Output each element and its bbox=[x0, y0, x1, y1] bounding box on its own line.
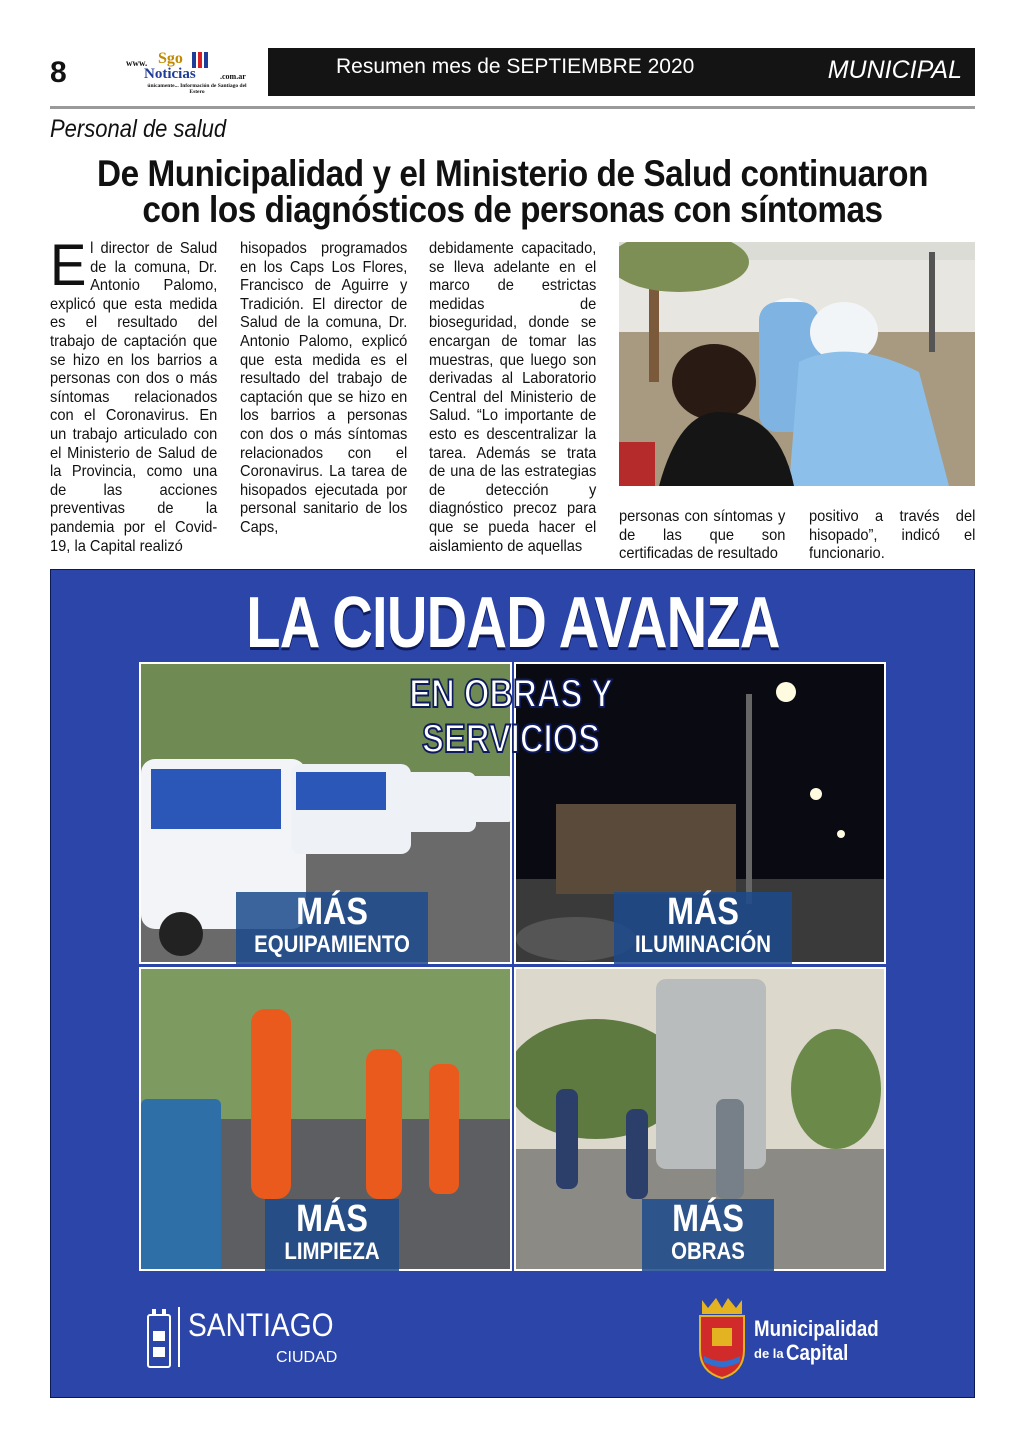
municipalidad-capital-brand[interactable] bbox=[696, 1296, 906, 1380]
brand-capital: Capital bbox=[786, 1340, 849, 1365]
label-equipamiento-small: EQUIPAMIENTO bbox=[254, 931, 410, 958]
headline-line-2: con los diagnósticos de personas con síntomas bbox=[142, 189, 883, 230]
ad-title-text: LA CIUDAD AVANZA bbox=[245, 583, 780, 663]
label-iluminacion bbox=[614, 892, 792, 964]
logo-www: www. bbox=[126, 58, 148, 68]
label-limpieza bbox=[265, 1199, 399, 1271]
article-column-4: personas con síntomas y de las que son certificadas de resultado bbox=[619, 508, 786, 563]
headline-line-1: De Municipalidad y el Ministerio de Salud continuaron bbox=[97, 153, 928, 194]
article-headline bbox=[50, 153, 975, 230]
ad-subtitle-text: EN OBRAS Y SERVICIOS bbox=[409, 672, 613, 761]
article-column-2: hisopados programados en los Caps Los Flores, Francisco de Aguirre y Tradición. El director de Salud de la comuna, Dr. Antonio Palomo, explicó que esta medida es el resultado del trabajo de captación que se hizo en los barrios a personas con dos o más síntomas relacionados con el Coronavirus. La tarea de hisopados ejecutada por personal sanitario de los Caps, bbox=[240, 240, 408, 536]
label-obras-small: OBRAS bbox=[671, 1238, 745, 1265]
ad-subtitle bbox=[296, 672, 726, 761]
ad-title bbox=[50, 582, 975, 664]
brand-santiago: SANTIAGO bbox=[188, 1307, 334, 1343]
article-column-1 bbox=[50, 233, 218, 556]
santiago-ciudad-brand[interactable] bbox=[146, 1305, 346, 1375]
article-dropcap: E bbox=[50, 233, 87, 298]
brand-de-la: de la bbox=[754, 1346, 784, 1361]
column-1-text: l director de Salud de la comuna, Dr. Antonio Palomo, explicó que esta medida es el resultado del trabajo de captación que se hizo en los barrios a personas con dos o más síntomas relacionados con el Coronavirus. En un trabajo articulado con el Ministerio de Salud de la Provincia, como una de las acciones preventivas de la pandemia por el Covid-19, la Capital realizó bbox=[50, 240, 218, 555]
label-limpieza-big: MÁS bbox=[296, 1198, 368, 1240]
coat-of-arms-icon bbox=[696, 1296, 748, 1380]
article-kicker: Personal de salud bbox=[50, 115, 227, 143]
santiago-tower-icon bbox=[146, 1309, 172, 1369]
logo-noticias: Noticias bbox=[144, 66, 196, 82]
brand-municipalidad: Municipalidad bbox=[754, 1316, 879, 1341]
label-obras-big: MÁS bbox=[672, 1198, 744, 1240]
article-photo-health-workers bbox=[619, 242, 975, 486]
label-obras bbox=[642, 1199, 774, 1271]
label-iluminacion-small: ILUMINACIÓN bbox=[635, 931, 771, 958]
label-equipamiento-big: MÁS bbox=[296, 891, 368, 933]
label-equipamiento bbox=[236, 892, 428, 964]
label-limpieza-small: LIMPIEZA bbox=[284, 1238, 380, 1265]
page-number: 8 bbox=[50, 56, 67, 89]
brand-ciudad: CIUDAD bbox=[276, 1349, 338, 1366]
logo-sgo: Sgo bbox=[158, 50, 183, 67]
photo-illustration bbox=[619, 242, 975, 486]
article-column-5: positivo a través del hisopado”, indicó el funcionario. bbox=[809, 508, 976, 563]
logo-tagline: únicamente... Información de Santiago del Estero bbox=[147, 83, 247, 95]
issue-title: Resumen mes de SEPTIEMBRE 2020 bbox=[336, 55, 695, 78]
section-name: MUNICIPAL bbox=[827, 56, 962, 84]
logo-domain: .com.ar bbox=[220, 72, 246, 81]
article-column-3: debidamente capacitado, se lleva adelante en el marco de estrictas medidas de bioseguridad, donde se encargan de tomar las muestras, que luego son derivadas al Laboratorio Central del Ministerio de Salud. “Lo importante de esto es descentralizar la tarea. Además se trata de una de las estrategias de detección y diagnóstico precoz para que se pueda hacer el aislamiento de aquellas bbox=[429, 240, 597, 555]
sgo-noticias-logo[interactable] bbox=[120, 50, 260, 96]
label-iluminacion-big: MÁS bbox=[667, 891, 739, 933]
header-rule bbox=[50, 106, 975, 109]
brand-divider bbox=[178, 1307, 180, 1367]
